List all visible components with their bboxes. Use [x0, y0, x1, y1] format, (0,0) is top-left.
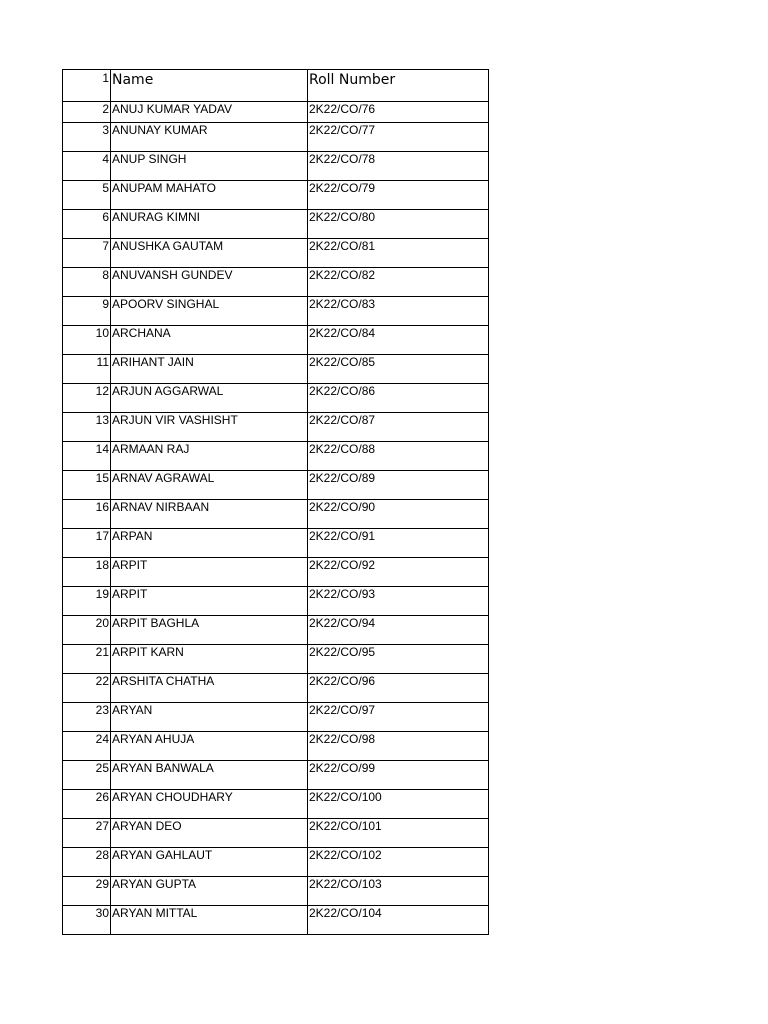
roll-number: 2K22/CO/99 — [308, 761, 489, 790]
roll-number: 2K22/CO/86 — [308, 384, 489, 413]
roll-number: 2K22/CO/101 — [308, 819, 489, 848]
row-number: 18 — [63, 558, 111, 587]
row-number: 11 — [63, 355, 111, 384]
roll-number: 2K22/CO/80 — [308, 210, 489, 239]
roll-number: 2K22/CO/84 — [308, 326, 489, 355]
roll-number: 2K22/CO/98 — [308, 732, 489, 761]
row-number: 17 — [63, 529, 111, 558]
table-row — [63, 297, 489, 326]
student-name: ARYAN AHUJA — [111, 732, 308, 761]
table-row — [63, 877, 489, 906]
student-name: ARYAN DEO — [111, 819, 308, 848]
student-name: ARYAN — [111, 703, 308, 732]
table-row — [63, 442, 489, 471]
table-row — [63, 558, 489, 587]
roll-number: 2K22/CO/94 — [308, 616, 489, 645]
student-name: ARCHANA — [111, 326, 308, 355]
row-number: 21 — [63, 645, 111, 674]
roll-number: 2K22/CO/100 — [308, 790, 489, 819]
roll-number: 2K22/CO/102 — [308, 848, 489, 877]
table-row — [63, 587, 489, 616]
row-number: 23 — [63, 703, 111, 732]
roll-number: 2K22/CO/78 — [308, 152, 489, 181]
table-row — [63, 790, 489, 819]
row-number: 29 — [63, 877, 111, 906]
roll-number: 2K22/CO/83 — [308, 297, 489, 326]
row-number: 19 — [63, 587, 111, 616]
table-row — [63, 102, 489, 123]
table-row — [63, 210, 489, 239]
student-name: ANUJ KUMAR YADAV — [111, 102, 308, 123]
table-row — [63, 326, 489, 355]
row-number: 13 — [63, 413, 111, 442]
table-row — [63, 616, 489, 645]
row-number: 27 — [63, 819, 111, 848]
table-row — [63, 732, 489, 761]
row-number: 26 — [63, 790, 111, 819]
row-number: 8 — [63, 268, 111, 297]
table-row — [63, 848, 489, 877]
header-row-number: 1 — [63, 70, 111, 102]
row-number: 3 — [63, 123, 111, 152]
row-number: 10 — [63, 326, 111, 355]
table-row — [63, 268, 489, 297]
row-number: 28 — [63, 848, 111, 877]
student-name: ANUP SINGH — [111, 152, 308, 181]
roll-number: 2K22/CO/97 — [308, 703, 489, 732]
roll-number: 2K22/CO/77 — [308, 123, 489, 152]
table-row — [63, 239, 489, 268]
table-row — [63, 529, 489, 558]
roll-number: 2K22/CO/95 — [308, 645, 489, 674]
row-number: 14 — [63, 442, 111, 471]
table-row — [63, 123, 489, 152]
roll-number-column-header: Roll Number — [308, 70, 489, 102]
student-name: ARPIT — [111, 558, 308, 587]
student-name: ARYAN CHOUDHARY — [111, 790, 308, 819]
roll-number: 2K22/CO/104 — [308, 906, 489, 935]
table-row — [63, 819, 489, 848]
row-number: 6 — [63, 210, 111, 239]
student-name: ARPAN — [111, 529, 308, 558]
student-name: ARYAN GAHLAUT — [111, 848, 308, 877]
roll-number: 2K22/CO/90 — [308, 500, 489, 529]
row-number: 2 — [63, 102, 111, 123]
table-row — [63, 761, 489, 790]
student-name: ARYAN BANWALA — [111, 761, 308, 790]
row-number: 30 — [63, 906, 111, 935]
table-row — [63, 674, 489, 703]
roll-number: 2K22/CO/92 — [308, 558, 489, 587]
roll-number: 2K22/CO/88 — [308, 442, 489, 471]
student-name: ARNAV AGRAWAL — [111, 471, 308, 500]
table-row — [63, 906, 489, 935]
student-name: ANUSHKA GAUTAM — [111, 239, 308, 268]
table-row — [63, 645, 489, 674]
table-row — [63, 703, 489, 732]
table-row — [63, 384, 489, 413]
roll-number: 2K22/CO/91 — [308, 529, 489, 558]
student-name: ARMAAN RAJ — [111, 442, 308, 471]
student-name: ANUVANSH GUNDEV — [111, 268, 308, 297]
student-name: ARIHANT JAIN — [111, 355, 308, 384]
row-number: 12 — [63, 384, 111, 413]
student-name: APOORV SINGHAL — [111, 297, 308, 326]
roll-list-table — [62, 69, 489, 935]
student-name: ARPIT BAGHLA — [111, 616, 308, 645]
roll-number: 2K22/CO/93 — [308, 587, 489, 616]
roll-number: 2K22/CO/85 — [308, 355, 489, 384]
student-name: ARNAV NIRBAAN — [111, 500, 308, 529]
student-name: ANUPAM MAHATO — [111, 181, 308, 210]
header-row — [63, 70, 489, 102]
roll-number: 2K22/CO/96 — [308, 674, 489, 703]
student-name: ARSHITA CHATHA — [111, 674, 308, 703]
roll-number: 2K22/CO/87 — [308, 413, 489, 442]
row-number: 15 — [63, 471, 111, 500]
row-number: 5 — [63, 181, 111, 210]
row-number: 4 — [63, 152, 111, 181]
table-row — [63, 355, 489, 384]
table-row — [63, 500, 489, 529]
student-name: ARJUN AGGARWAL — [111, 384, 308, 413]
row-number: 25 — [63, 761, 111, 790]
student-name: ARYAN GUPTA — [111, 877, 308, 906]
student-name: ARPIT KARN — [111, 645, 308, 674]
row-number: 24 — [63, 732, 111, 761]
row-number: 20 — [63, 616, 111, 645]
table-row — [63, 181, 489, 210]
roll-number: 2K22/CO/76 — [308, 102, 489, 123]
table-row — [63, 471, 489, 500]
name-column-header: Name — [111, 70, 308, 102]
student-name: ANUNAY KUMAR — [111, 123, 308, 152]
roll-number: 2K22/CO/89 — [308, 471, 489, 500]
roll-number: 2K22/CO/79 — [308, 181, 489, 210]
student-name: ARYAN MITTAL — [111, 906, 308, 935]
roll-number: 2K22/CO/103 — [308, 877, 489, 906]
roll-number: 2K22/CO/82 — [308, 268, 489, 297]
row-number: 7 — [63, 239, 111, 268]
row-number: 16 — [63, 500, 111, 529]
student-name: ANURAG KIMNI — [111, 210, 308, 239]
roll-number: 2K22/CO/81 — [308, 239, 489, 268]
table-row — [63, 413, 489, 442]
table-row — [63, 152, 489, 181]
row-number: 9 — [63, 297, 111, 326]
roll-list-body — [63, 70, 489, 935]
student-name: ARPIT — [111, 587, 308, 616]
student-name: ARJUN VIR VASHISHT — [111, 413, 308, 442]
row-number: 22 — [63, 674, 111, 703]
